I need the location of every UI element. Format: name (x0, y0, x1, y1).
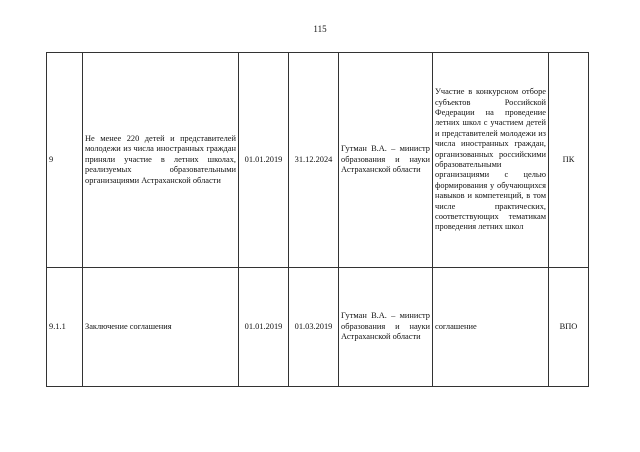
row-description: Заключение соглашения (83, 268, 239, 387)
table-row (47, 53, 589, 268)
row-responsible: Гутман В.А. – министр образования и науки Астраханской области (339, 268, 433, 387)
row-end-date: 01.03.2019 (289, 268, 339, 387)
row-number: 9 (47, 53, 83, 268)
row-result: Участие в конкурсном отборе субъектов Российской Федерации на проведение летних школ с участием детей и представителей молодежи из числа иностранных граждан, организованных российскими образовательными организациями с целью формирования у обучающихся навыков и компетенций, в том числе практических, соответствующих тематикам проведения летних школ (433, 53, 549, 268)
row-type: ВПО (549, 268, 589, 387)
table-row (47, 268, 589, 387)
page-number: 115 (313, 24, 327, 34)
plan-table (46, 52, 589, 387)
row-end-date: 31.12.2024 (289, 53, 339, 268)
row-number: 9.1.1 (47, 268, 83, 387)
row-start-date: 01.01.2019 (239, 53, 289, 268)
row-type: ПК (549, 53, 589, 268)
row-description: Не менее 220 детей и представителей молодежи из числа иностранных граждан приняли участие в летних школах, реализуемых образовательными организациями Астраханской области (83, 53, 239, 268)
row-responsible: Гутман В.А. – министр образования и науки Астраханской области (339, 53, 433, 268)
row-result: соглашение (433, 268, 549, 387)
row-start-date: 01.01.2019 (239, 268, 289, 387)
